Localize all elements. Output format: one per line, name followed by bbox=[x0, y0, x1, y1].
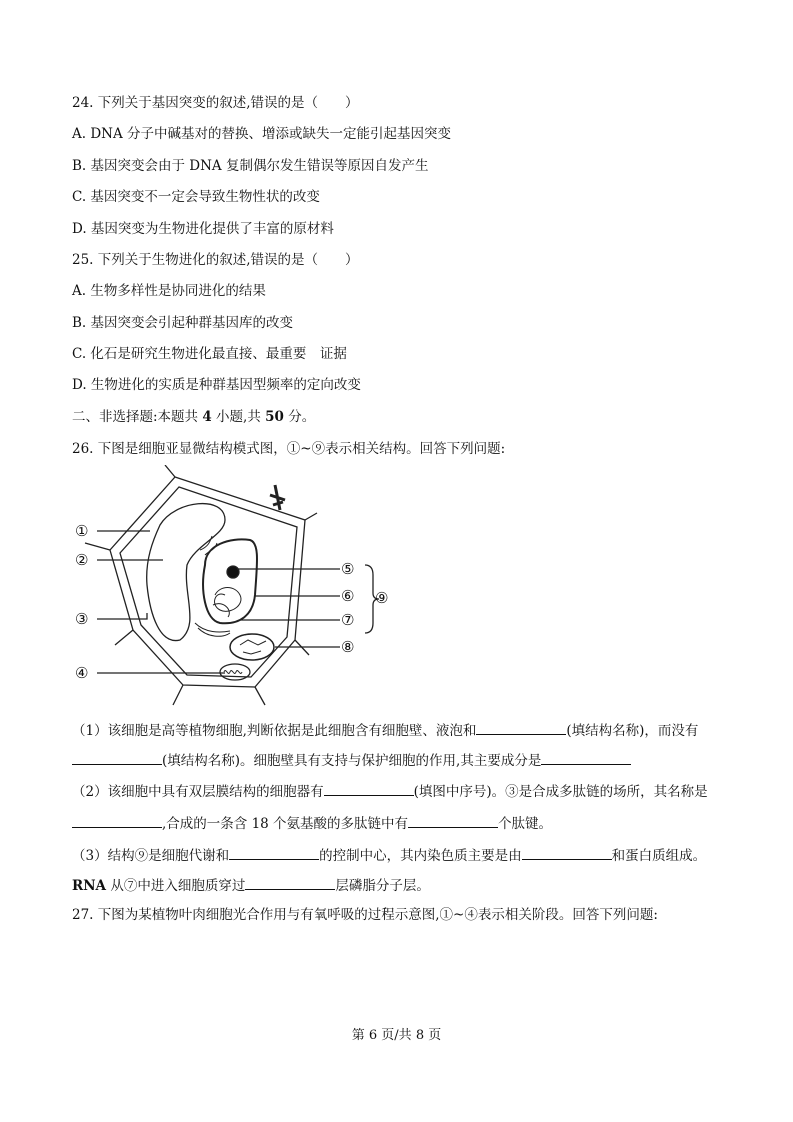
text: （3）结构⑨是细胞代谢和 bbox=[72, 848, 230, 864]
text: （2）该细胞中具有双层膜结构的细胞器有 bbox=[72, 784, 324, 800]
label-9: ⑨ bbox=[375, 589, 389, 607]
leader-lines bbox=[97, 531, 340, 673]
label-5: ⑤ bbox=[341, 560, 355, 578]
golgi-dark bbox=[270, 485, 285, 510]
text: (填图中序号)。③是合成多肽链的场所，其名称是 bbox=[413, 784, 708, 800]
text: 从⑦中进入细胞质穿过 bbox=[106, 878, 246, 894]
answer-blank[interactable] bbox=[229, 846, 319, 860]
endoplasmic-reticulum bbox=[195, 623, 230, 636]
text: (填结构名称)，而没有 bbox=[566, 723, 699, 739]
q26-part1-line1 bbox=[72, 721, 698, 740]
q24-option-c: C. 基因突变不一定会导致生物性状的改变 bbox=[72, 189, 320, 205]
total-score: 50 bbox=[265, 409, 284, 425]
q24-option-d: D. 基因突变为生物进化提供了丰富的原材料 bbox=[72, 221, 334, 237]
text: (填结构名称)。细胞壁具有支持与保护细胞的作用,其主要成分是 bbox=[162, 753, 542, 769]
page-number: 第 6 页/共 8 页 bbox=[351, 1028, 442, 1043]
answer-blank[interactable] bbox=[408, 814, 498, 828]
cell-diagram bbox=[65, 465, 405, 710]
q25-option-c: C. 化石是研究生物进化最直接、最重要 证据 bbox=[72, 346, 347, 362]
label-8: ⑧ bbox=[341, 638, 355, 656]
mitochondrion-cristae bbox=[224, 671, 242, 674]
label-4: ④ bbox=[75, 664, 89, 682]
text: 和蛋白质组成。 bbox=[611, 848, 707, 864]
label-7: ⑦ bbox=[341, 611, 355, 629]
q24-option-a: A. DNA 分子中碱基对的替换、增添或缺失一定能引起基因突变 bbox=[72, 126, 452, 142]
answer-blank[interactable] bbox=[245, 876, 335, 890]
q26-part2-line2 bbox=[72, 814, 552, 833]
text: ,合成的一条含 18 个氨基酸的多肽链中有 bbox=[162, 816, 409, 832]
label-3: ③ bbox=[75, 610, 89, 628]
cell-wall bbox=[110, 477, 305, 687]
section-text: 分。 bbox=[283, 409, 316, 425]
answer-blank[interactable] bbox=[522, 846, 612, 860]
answer-blank[interactable] bbox=[476, 721, 566, 735]
q25-option-d: D. 生物进化的实质是种群基因型频率的定向改变 bbox=[72, 377, 361, 393]
q24-stem: 24. 下列关于基因突变的叙述,错误的是（ ） bbox=[72, 95, 359, 111]
q26-stem: 26. 下图是细胞亚显微结构模式图，①~⑨表示相关结构。回答下列问题: bbox=[72, 441, 506, 457]
answer-blank[interactable] bbox=[72, 751, 162, 765]
text: （1）该细胞是高等植物细胞,判断依据是此细胞含有细胞壁、液泡和 bbox=[72, 723, 477, 739]
text: 个肽键。 bbox=[498, 816, 553, 832]
q26-part2-line1 bbox=[72, 782, 708, 801]
nucleolus bbox=[227, 566, 239, 578]
text: 的控制中心，其内染色质主要是由 bbox=[319, 848, 522, 864]
answer-blank[interactable] bbox=[72, 814, 162, 828]
section-2-heading bbox=[72, 408, 315, 426]
text: RNA bbox=[72, 878, 107, 894]
q25-stem: 25. 下列关于生物进化的叙述,错误的是（ ） bbox=[72, 252, 359, 268]
section-text: 小题,共 bbox=[211, 409, 266, 425]
chloroplast bbox=[230, 634, 274, 660]
chromatin bbox=[213, 588, 241, 618]
q26-part1-line2 bbox=[72, 751, 631, 770]
answer-blank[interactable] bbox=[541, 751, 631, 765]
chloroplast-grana bbox=[240, 640, 266, 654]
q25-option-b: B. 基因突变会引起种群基因库的改变 bbox=[72, 315, 294, 331]
q24-option-b: B. 基因突变会由于 DNA 复制偶尔发生错误等原因自发产生 bbox=[72, 158, 429, 174]
q26-part3-line2 bbox=[72, 876, 430, 895]
text: 层磷脂分子层。 bbox=[335, 878, 430, 894]
q26-part3-line1 bbox=[72, 846, 706, 865]
answer-blank[interactable] bbox=[324, 782, 414, 796]
label-1: ① bbox=[75, 522, 89, 540]
label-6: ⑥ bbox=[341, 587, 355, 605]
label-2: ② bbox=[75, 551, 89, 569]
q27-stem: 27. 下图为某植物叶肉细胞光合作用与有氧呼吸的过程示意图,①~④表示相关阶段。回答下列问题: bbox=[72, 907, 658, 923]
q25-option-a: A. 生物多样性是协同进化的结果 bbox=[72, 283, 266, 299]
question-count: 4 bbox=[202, 409, 212, 425]
section-text: 二、非选择题:本题共 bbox=[72, 409, 203, 425]
